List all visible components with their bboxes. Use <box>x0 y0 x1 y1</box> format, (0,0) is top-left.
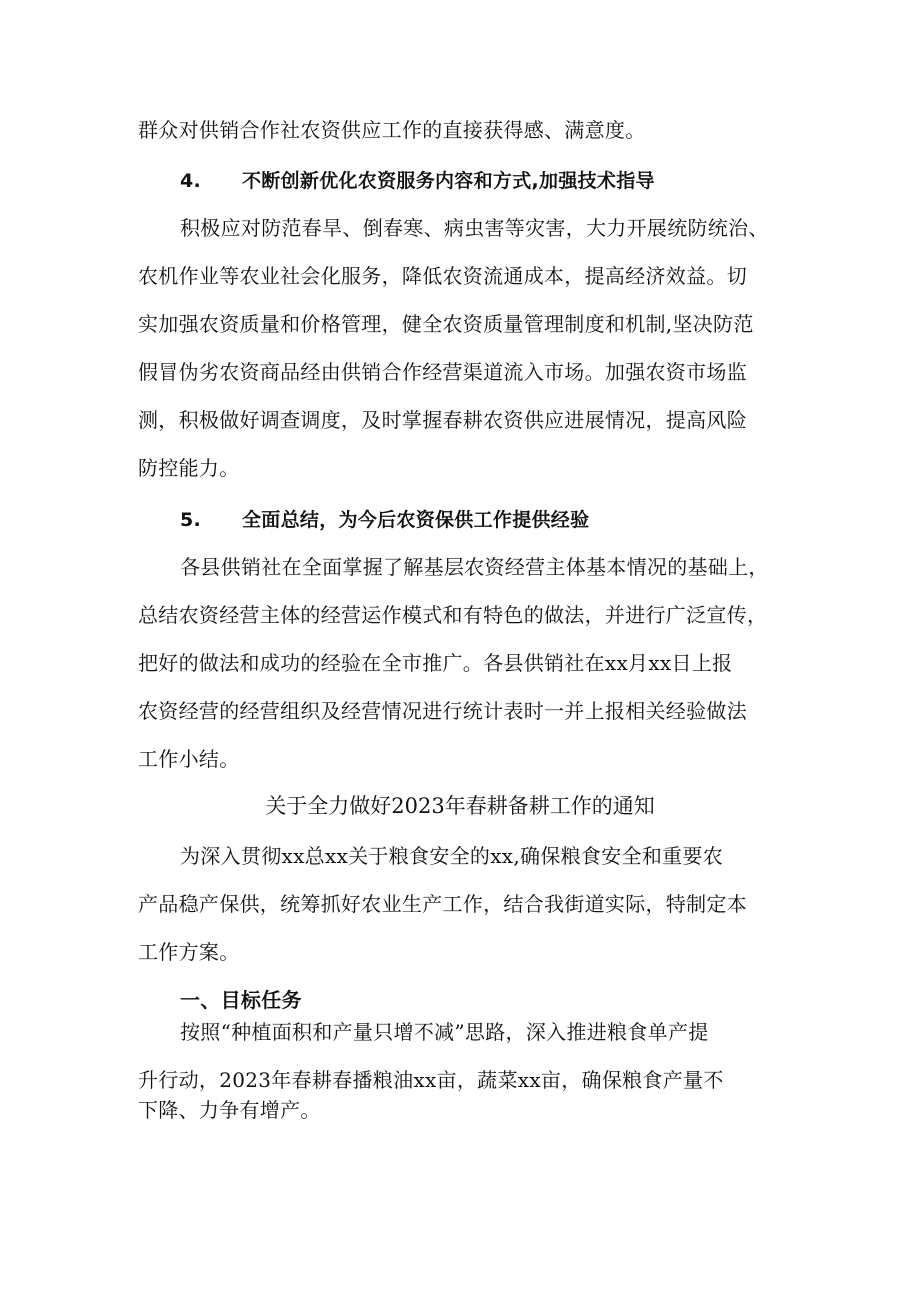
section-1-paragraph-line: 按照“种植面积和产量只增不减”思路，深入推进粮食单产提 <box>180 1020 709 1044</box>
section-4-paragraph-line: 测，积极做好调查调度，及时掌握春耕农资供应进展情况，提高风险 <box>138 408 747 432</box>
notice-intro-line: 工作方案。 <box>138 940 240 964</box>
section-4-heading <box>180 167 655 195</box>
section-5-paragraph-line: 把好的做法和成功的经验在全市推广。各县供销社在xx月xx日上报 <box>138 651 733 675</box>
section-4-paragraph-line: 防控能力。 <box>138 456 240 480</box>
notice-title: 关于全力做好2023年春耕备耕工作的通知 <box>265 794 655 818</box>
paragraph-continuation-line: 群众对供销合作社农资供应工作的直接获得感、满意度。 <box>138 118 646 142</box>
section-4-paragraph-line: 农机作业等农业社会化服务，降低农资流通成本，提高经济效益。切 <box>138 264 747 288</box>
section-4-paragraph-line: 积极应对防范春旱、倒春寒、病虫害等灾害，大力开展统防统治、 <box>180 216 769 240</box>
section-4-number: 4. <box>180 170 202 192</box>
section-5-heading <box>180 506 589 534</box>
section-5-paragraph-line: 工作小结。 <box>138 747 240 771</box>
notice-intro-line: 产品稳产保供，统筹抓好农业生产工作，结合我街道实际，特制定本 <box>138 892 747 916</box>
section-1-paragraph-line: 下降、力争有增产。 <box>138 1098 321 1122</box>
section-4-paragraph-line: 实加强农资质量和价格管理，健全农资质量管理制度和机制,坚决防范 <box>138 312 754 336</box>
notice-intro-line: 为深入贯彻xx总xx关于粮食安全的xx,确保粮食安全和重要农 <box>180 844 724 868</box>
section-5-paragraph-line: 各县供销社在全面掌握了解基层农资经营主体基本情况的基础上， <box>180 555 769 579</box>
section-4-title: 不断创新优化农资服务内容和方式,加强技术指导 <box>242 170 655 192</box>
section-5-number: 5. <box>180 509 202 531</box>
section-5-paragraph-line: 总结农资经营主体的经营运作模式和有特色的做法，并进行广泛宣传， <box>138 603 768 627</box>
section-5-paragraph-line: 农资经营的经营组织及经营情况进行统计表时一并上报相关经验做法 <box>138 699 747 723</box>
section-4-paragraph-line: 假冒伪劣农资商品经由供销合作经营渠道流入市场。加强农资市场监 <box>138 360 747 384</box>
section-1-paragraph-line: 升行动，2023年春耕春播粮油xx亩，蔬菜xx亩，确保粮食产量不 <box>138 1068 724 1092</box>
section-1-heading: 一、目标任务 <box>180 988 302 1012</box>
section-5-title: 全面总结，为今后农资保供工作提供经验 <box>242 509 590 531</box>
